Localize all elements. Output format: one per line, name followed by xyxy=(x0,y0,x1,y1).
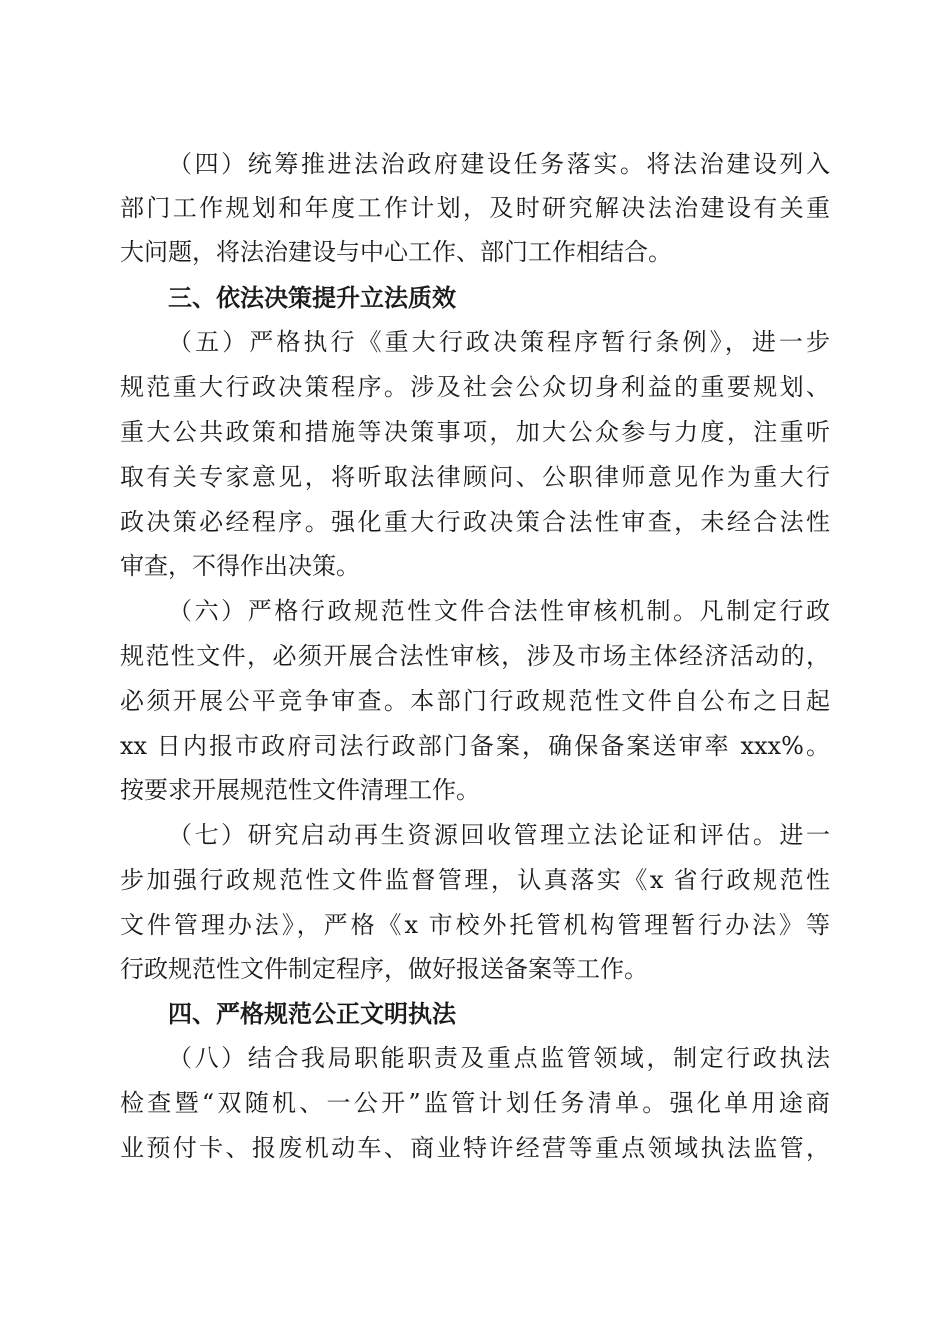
paragraph-6-line-1: （六）严格行政规范性文件合法性审核机制。凡制定行政 xyxy=(168,597,830,625)
section-heading-4: 四、严格规范公正文明执法 xyxy=(168,1000,456,1028)
paragraph-4-line-2: 部门工作规划和年度工作计划，及时研究解决法治建设有关重 xyxy=(120,194,830,222)
paragraph-5-line-1: （五）严格执行《重大行政决策程序暂行条例》，进一步 xyxy=(168,328,830,356)
paragraph-6-line-3: 必须开展公平竞争审查。本部门行政规范性文件自公布之日起 xyxy=(120,687,830,715)
section-heading-3: 三、依法决策提升立法质效 xyxy=(168,284,456,312)
paragraph-7-line-3: 文件管理办法》，严格《x 市校外托管机构管理暂行办法》等 xyxy=(120,911,830,939)
paragraph-4-line-3: 大问题，将法治建设与中心工作、部门工作相结合。 xyxy=(120,238,672,266)
paragraph-4-line-1: （四）统筹推进法治政府建设任务落实。将法治建设列入 xyxy=(168,150,830,178)
paragraph-8-line-2: 检查暨“双随机、一公开”监管计划任务清单。强化单用途商 xyxy=(120,1089,830,1117)
paragraph-5-line-5: 政决策必经程序。强化重大行政决策合法性审查，未经合法性 xyxy=(120,508,830,536)
paragraph-7-line-1: （七）研究启动再生资源回收管理立法论证和评估。进一 xyxy=(168,821,830,849)
paragraph-6-line-2: 规范性文件，必须开展合法性审核，涉及市场主体经济活动的， xyxy=(120,642,830,670)
paragraph-7-line-2: 步加强行政规范性文件监督管理，认真落实《x 省行政规范性 xyxy=(120,866,830,894)
paragraph-8-line-1: （八）结合我局职能职责及重点监管领域，制定行政执法 xyxy=(168,1044,830,1072)
paragraph-8-line-3: 业预付卡、报废机动车、商业特许经营等重点领域执法监管， xyxy=(120,1134,830,1162)
paragraph-5-line-6: 审查，不得作出决策。 xyxy=(120,552,360,580)
paragraph-5-line-3: 重大公共政策和措施等决策事项，加大公众参与力度，注重听 xyxy=(120,418,830,446)
paragraph-6-line-5: 按要求开展规范性文件清理工作。 xyxy=(120,776,480,804)
paragraph-5-line-4: 取有关专家意见，将听取法律顾问、公职律师意见作为重大行 xyxy=(120,463,830,491)
paragraph-6-line-4: xx 日内报市政府司法行政部门备案，确保备案送审率 xxx%。 xyxy=(120,732,830,760)
paragraph-7-line-4: 行政规范性文件制定程序，做好报送备案等工作。 xyxy=(120,955,648,983)
paragraph-5-line-2: 规范重大行政决策程序。涉及社会公众切身利益的重要规划、 xyxy=(120,373,830,401)
